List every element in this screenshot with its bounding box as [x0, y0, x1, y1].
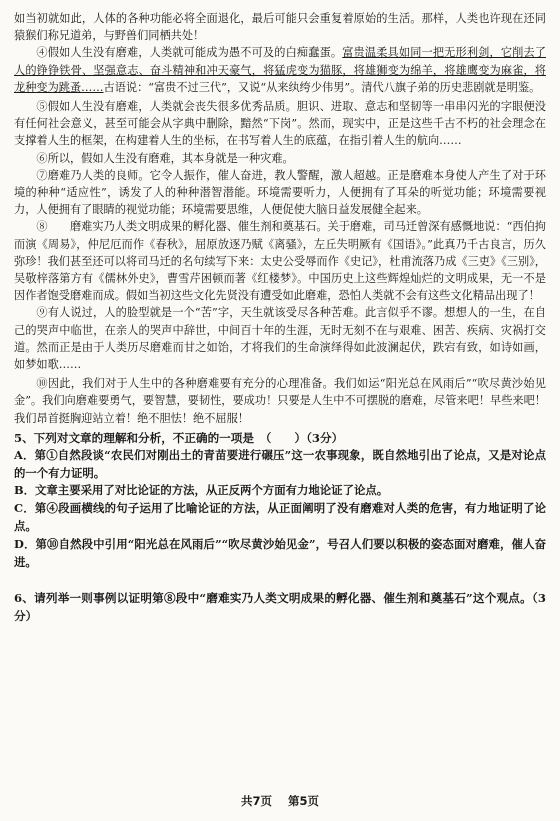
question-5-option-a: A．第①自然段谈“农民们对刚出土的青苗要进行碾压”这一农事现象，既自然地引出了论点，又是对论点的一个有力证明。	[14, 447, 546, 480]
paragraph-intro: 如当初就如此，人体的各种功能必将全面退化，最后可能只会重复着原始的生活。那样，人类也许现在还同猿猴们称兄道弟，与野兽们同栖共处！	[14, 12, 546, 43]
question-5-option-b: B．文章主要采用了对比论证的方法，从正反两个方面有力地论证了论点。	[14, 483, 389, 498]
paragraph-8-thesis: ⑧ 磨难实乃人类文明成果的孵化器、催生剂和奠基石。	[36, 220, 328, 234]
paragraph-4-tail: 古语说：“富贵不过三代”，又说“从来纨绔少伟男”。清代八旗子弟的历史悲剧就是明鉴。	[103, 80, 541, 94]
paragraph-4	[14, 44, 546, 96]
paragraph-6: ⑥所以，假如人生没有磨难，其本身就是一种灾难。	[36, 151, 294, 165]
current-page: 第5页	[288, 794, 320, 808]
paragraph-8-body: 关于磨难，司马迁曾深有感慨地说：“西伯拘而演《周易》，仲尼厄而作《春秋》，屈原放逐乃赋《离骚》，左丘失明厥有《国语》。”此真乃千古良言，历久弥珍！我们甚至还可以将司马迁的名句续写下来：太史公受辱而作《史记》，杜甫流落乃成《三吏》《三别》，吴敬梓落第方有《儒林外史》，曹雪芹困顿而著《红楼梦》。中国历史上这些辉煌灿烂的文明成果，无一不是因作者饱受磨难而成。假如当初这些文化先贤没有遭受如此磨难，恐怕人类就不会有这些文化精品出现了！	[14, 220, 546, 303]
spacer	[14, 571, 546, 589]
paragraph-8	[14, 218, 546, 304]
paragraph-4-lead: ④假如人生没有磨难，人类就可能成为愚不可及的白痴蠢蛋。	[36, 46, 343, 60]
paragraph-10: ⑩因此，我们对于人生中的各种磨难要有充分的心理准备。我们如运“阳光总在风雨后”“吹尽黄沙始见金”。我们向磨难要勇气，要智慧，要韧性，要成功！只要是人生中不可摆脱的磨难，尽管来吧！早些来吧！我们昂首挺胸迎站立着！绝不胆怯！绝不屈服！	[14, 377, 546, 425]
question-5-stem: 5、下列对文章的理解和分析，不正确的一项是 （ ）（3分）	[14, 430, 344, 445]
underlined-metaphor-sentence: 富贵温柔具如同一把无形利剑，它削去了人的铮铮铁骨、坚强意志、奋斗精神和冲天豪气，将猛虎变为猫豚，将雄狮变为绵羊，将雄鹰变为麻雀，将龙种变为跳蚤……	[14, 46, 546, 94]
question-5-option-d: D．第⑩自然段中引用“阳光总在风雨后”“吹尽黄沙始见金”，号召人们要以积极的姿态面对磨难，催人奋进。	[14, 536, 546, 569]
paragraph-5: ⑤假如人生没有磨难，人类就会丧失很多优秀品质。胆识、进取、意志和坚韧等一串串闪光的字眼便没有任何社会意义，甚至可能会从字典中删除，黯然“下岗”。然而，现实中，正是这些千古不朽的社会理念在支撑着人生的框架，在构建着人生的坐标，在书写着人生的底蕴，在指引着人生的航向……	[14, 100, 546, 148]
question-6-stem: 6、请列举一则事例以证明第⑧段中“磨难实乃人类文明成果的孵化器、催生剂和奠基石”这个观点。（3分）	[14, 591, 546, 624]
page-footer	[0, 793, 560, 809]
paragraph-9: ⑨有人说过，人的脸型就是一个“苦”字，天生就该受尽各种苦难。此言似乎不谬。想想人的一生，在自己的哭声中临世，在亲人的哭声中辞世，中间百十年的生涯，无时无刻不在与艰难、困苦、疾病、灾祸打交道。然而正是由于人类历尽磨难而甘之如饴，才将我们的生命演绎得如此波澜起伏，跌宕有致，如诗如画，如梦如歌……	[14, 306, 546, 372]
paragraph-7: ⑦磨难乃人类的良师。它令人振作，催人奋进，教人警醒，激人超越。正是磨难本身使人产生了对于环境的种种“适应性”，诱发了人的种种潜智潜能。环境需要听力，人便拥有了耳朵的听觉功能；环境需要视力，人便拥有了眼睛的视觉功能；环境需要思维，人便促使大脑日益发展健全起来。	[14, 168, 546, 217]
total-pages: 共7页	[240, 794, 272, 808]
reading-passage	[14, 10, 546, 625]
question-5-option-c: C．第④段画横线的句子运用了比喻论证的方法，从正面阐明了没有磨难对人类的危害，有力地证明了论点。	[14, 501, 546, 534]
